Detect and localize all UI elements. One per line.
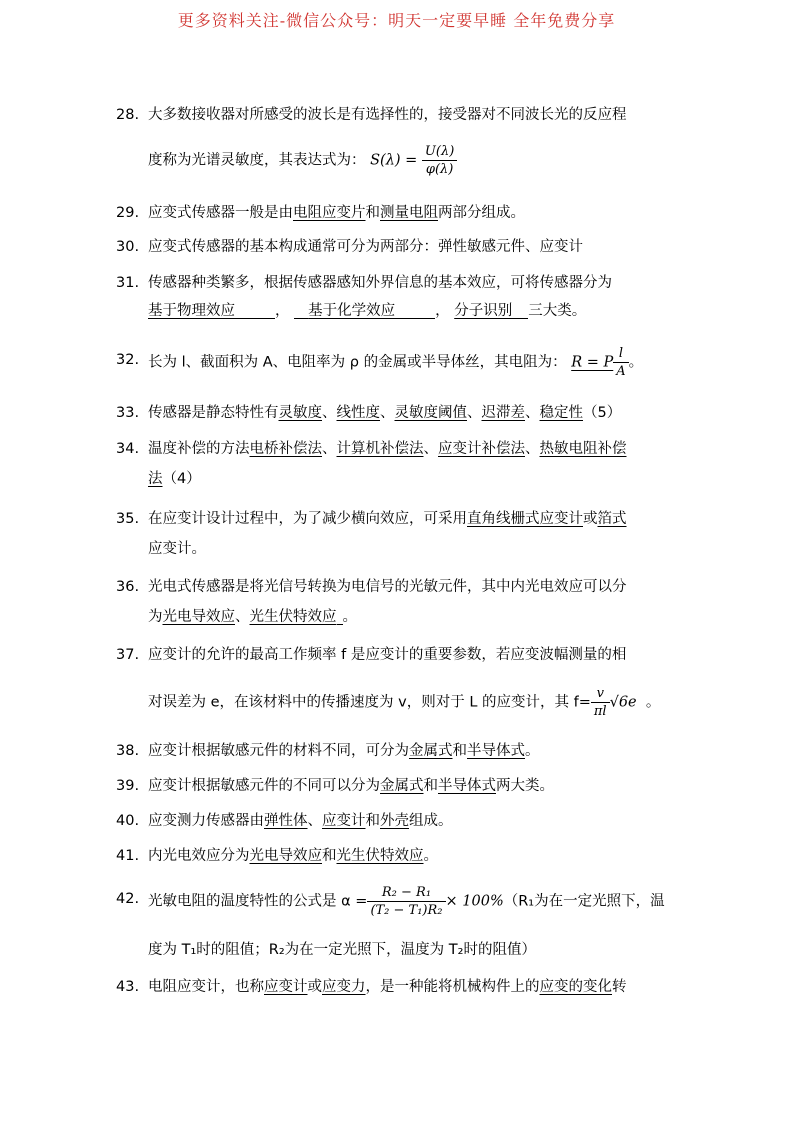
answer: 迟滞差: [481, 405, 525, 421]
answer: 电桥补偿法: [249, 441, 322, 457]
punct: 、: [322, 405, 337, 421]
answer: 半导体式: [438, 778, 496, 794]
punct: 、: [423, 441, 438, 457]
answer-blank: 基于化学效应: [308, 303, 396, 319]
question-text: 应变计根据敏感元件的材料不同，可分为: [148, 743, 409, 759]
question-text: 和: [423, 778, 438, 794]
question-text: 传感器是静态特性有: [148, 405, 279, 421]
question-number: 37.: [116, 647, 140, 663]
question-line: 度称为光谱灵敏度，其表达式为：: [148, 152, 366, 169]
question-text: 为: [148, 609, 163, 625]
formula-tail: × 100%: [445, 893, 504, 910]
question-number: 40.: [116, 813, 140, 829]
question-line: 大多数接收器对所感受的波长是有选择性的，接受器对不同波长光的反应程: [148, 107, 627, 123]
answer: 应变计: [322, 813, 366, 829]
question-number: 35.: [116, 511, 140, 527]
question-number: 28.: [116, 107, 140, 123]
punct: 。: [423, 848, 438, 864]
punct: 。: [645, 694, 661, 711]
answer-blank: 测量电阻: [380, 205, 438, 221]
question-text: 和: [365, 205, 380, 221]
question-number: 43.: [116, 979, 140, 995]
answer: 光电导效应: [162, 609, 235, 625]
question-text: 组成。: [409, 813, 453, 829]
question-number: 38.: [116, 743, 140, 759]
formula-numerator: l: [613, 345, 628, 363]
answer: 光生伏特效应: [336, 848, 424, 864]
answer: 线性度: [336, 405, 380, 421]
question-text: （R₁为在一定光照下，温: [503, 893, 665, 910]
formula-numerator: v: [591, 685, 610, 703]
question-text: 对误差为 e，在该材料中的传播速度为 v，则对于 L 的应变计，其 f=: [148, 694, 591, 711]
punct: 。: [525, 743, 540, 759]
formula-fraction: [591, 685, 610, 720]
answer: 稳定性: [539, 405, 583, 421]
formula-lhs: R = P: [571, 354, 614, 371]
question-text: （4）: [162, 471, 201, 487]
question-text: 长为 l、截面积为 A、电阻率为 ρ 的金属或半导体丝，其电阻为：: [148, 354, 567, 371]
answer: 金属式: [409, 743, 453, 759]
answer: 半导体式: [467, 743, 525, 759]
question-text: 三大类。: [528, 303, 587, 319]
punct: 。: [628, 354, 644, 371]
answer: 灵敏度阈值: [394, 405, 467, 421]
question-text: 电阻应变计，也称: [148, 979, 264, 995]
question-text: 应变式传感器一般是由: [148, 205, 293, 221]
answer: 应变计补偿法: [438, 441, 525, 457]
question-number: 29.: [116, 205, 140, 221]
formula-numerator: R₂ − R₁: [367, 884, 445, 902]
question-text: 两大类。: [496, 778, 554, 794]
punct: ，: [435, 303, 450, 319]
formula-lhs: S(λ) =: [370, 152, 418, 169]
answer: 法: [148, 471, 163, 487]
formula-denominator: πl: [593, 704, 607, 719]
question-text: 光敏电阻的温度特性的公式是 α =: [148, 893, 368, 910]
answer: 金属式: [380, 778, 424, 794]
punct: 、: [307, 813, 322, 829]
formula-sqrt: √6e: [609, 694, 637, 711]
question-number: 33.: [116, 405, 140, 421]
question-text: 温度补偿的方法: [148, 441, 250, 457]
question-number: 34.: [116, 441, 140, 457]
question-text: 光电式传感器是将光信号转换为电信号的光敏元件，其中内光电效应可以分: [148, 579, 627, 595]
question-number: 31.: [116, 275, 140, 291]
question-text: 内光电效应分为: [148, 848, 250, 864]
answer-blank: 电阻应变片: [293, 205, 366, 221]
punct: 、: [322, 441, 337, 457]
question-text: 和: [452, 743, 467, 759]
formula-denominator: A: [616, 364, 626, 379]
question-text: 应变测力传感器由: [148, 813, 264, 829]
question-text: 在应变计设计过程中，为了减少横向效应，可采用: [148, 511, 467, 527]
punct: 、: [235, 609, 250, 625]
question-number: 32.: [116, 352, 140, 368]
header-banner: 更多资料关注-微信公众号：明天一定要早睡 全年免费分享: [177, 11, 616, 30]
answer: 弹性体: [264, 813, 308, 829]
answer: 应变力: [322, 979, 366, 995]
answer: 灵敏度: [278, 405, 322, 421]
answer: 应变计: [264, 979, 308, 995]
formula-denominator: φ(λ): [425, 162, 454, 177]
answer: 箔式: [597, 511, 627, 527]
question-text: 应变计。: [148, 541, 206, 557]
question-number: 42.: [116, 891, 140, 907]
answer-blank-line: [294, 300, 308, 319]
question-number: 39.: [116, 778, 140, 794]
punct: 。: [342, 609, 357, 625]
formula-fraction: [367, 884, 445, 919]
answer: 应变的变化: [539, 979, 612, 995]
question-text: 两部分组成。: [438, 205, 525, 221]
answer-blank: 基于物理效应: [148, 303, 235, 319]
punct: 、: [525, 441, 540, 457]
punct: 、: [525, 405, 540, 421]
formula-fraction: [613, 345, 628, 380]
answer: 直角线栅式应变计: [467, 511, 583, 527]
question-text: [148, 100, 678, 130]
answer: 热敏电阻补偿: [539, 441, 627, 457]
formula-denominator: (T₂ − T₁)R₂: [370, 903, 443, 918]
question-text: 应变式传感器的基本构成通常可分为两部分：弹性敏感元件、应变计: [148, 239, 583, 255]
question-text: 传感器种类繁多，根据传感器感知外界信息的基本效应，可将传感器分为: [148, 275, 612, 291]
question-number: 30.: [116, 239, 140, 255]
question-text: 和: [365, 813, 380, 829]
question-text: ，是一种能将机械构件上的: [365, 979, 540, 995]
punct: 、: [467, 405, 482, 421]
question-text: 或: [583, 511, 598, 527]
answer-blank: 分子识别: [454, 303, 513, 319]
answer-blank-line: [512, 300, 528, 319]
answer-blank-line: [235, 300, 275, 319]
answer: 计算机补偿法: [336, 441, 424, 457]
question-number: 41.: [116, 848, 140, 864]
answer: 光生伏特效应: [249, 609, 337, 625]
answer-blank-line: [395, 300, 435, 319]
question-text: 度为 T₁时的阻值；R₂为在一定光照下，温度为 T₂时的阻值）: [148, 942, 536, 958]
question-text: 应变计的允许的最高工作频率 f 是应变计的重要参数，若应变波幅测量的相: [148, 647, 627, 663]
answer: 光电导效应: [249, 848, 322, 864]
question-text: 转: [612, 979, 627, 995]
formula-numerator: U(λ): [422, 143, 457, 161]
formula-fraction: [422, 143, 457, 178]
punct: 、: [380, 405, 395, 421]
answer: 外壳: [380, 813, 409, 829]
question-text: 应变计根据敏感元件的不同可以分为: [148, 778, 380, 794]
question-number: 36.: [116, 579, 140, 595]
question-text: 和: [322, 848, 337, 864]
punct: ，: [275, 303, 290, 319]
question-text: （5）: [583, 405, 622, 421]
question-text: 或: [307, 979, 322, 995]
